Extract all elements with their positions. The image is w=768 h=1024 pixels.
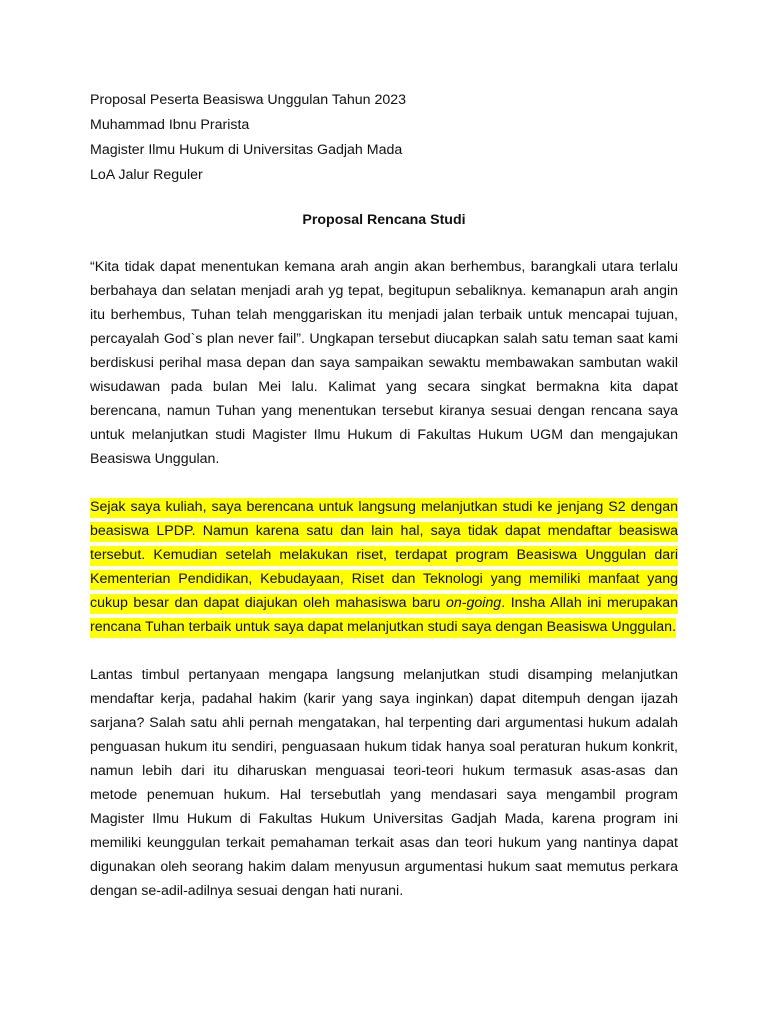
paragraph-2-highlighted: [90, 495, 678, 639]
document-title: Proposal Rencana Studi: [302, 212, 466, 228]
italic-term: on-going: [445, 595, 502, 611]
header-line-2: Muhammad Ibnu Prarista: [90, 117, 250, 133]
highlight-text-italic: [446, 594, 501, 614]
highlight-text-start: Sejak saya kuliah, saya berencana untuk langsung melanjutkan studi ke jenjang S2 dengan beasiswa LPDP. Namun karena satu dan lain hal, saya tidak dapat mendaftar beasiswa tersebut. Kemudian setelah melakukan riset, terdapat program Beasiswa Unggulan dari Kementerian Pendidikan, Kebudayaan, Riset dan Teknologi yang memiliki manfaat yang cukup besar dan dapat diajukan oleh mahasiswa baru: [90, 498, 678, 614]
paragraph-3: Lantas timbul pertanyaan mengapa langsung melanjutkan studi disamping melanjutkan mendaftar kerja, padahal hakim (karir yang saya inginkan) dapat ditempuh dengan ijazah sarjana? Salah satu ahli pernah mengatakan, hal terpenting dari argumentasi hukum adalah penguasan hukum itu sendiri, penguasaan hukum tidak hanya soal peraturan hukum konkrit, namun lebih dari itu diharuskan menguasai teori-teori hukum termasuk asas-asas dan metode penemuan hukum. Hal tersebutlah yang mendasari saya mengambil program Magister Ilmu Hukum di Fakultas Hukum Universitas Gadjah Mada, karena program ini memiliki keunggulan terkait pemahaman terkait asas dan teori hukum yang nantinya dapat digunakan oleh seorang hakim dalam menyusun argumentasi hukum saat memutus perkara dengan se-adil-adilnya sesuai dengan hati nurani.: [90, 667, 678, 899]
header-line-4: LoA Jalur Reguler: [90, 167, 203, 183]
header-line-3: Magister Ilmu Hukum di Universitas Gadjah Mada: [90, 142, 403, 158]
highlight-text-end: . Insha Allah ini merupakan rencana Tuhan terbaik untuk saya dapat melanjutkan studi saya dengan Beasiswa Unggulan.: [90, 594, 678, 638]
paragraph-1: “Kita tidak dapat menentukan kemana arah angin akan berhembus, barangkali utara terlalu berbahaya dan selatan menjadi arah yg tepat, begitupun sebaliknya. kemanapun arah angin itu berhembus, Tuhan telah menggariskan itu menjadi jalan terbaik untuk mencapai tujuan, percayalah God`s plan never fail”. Ungkapan tersebut diucapkan salah satu teman saat kami berdiskusi perihal masa depan dan saya sampaikan sewaktu membawakan sambutan wakil wisudawan pada bulan Mei lalu. Kalimat yang secara singkat bermakna kita dapat berencana, namun Tuhan yang menentukan tersebut kiranya sesuai dengan rencana saya untuk melanjutkan studi Magister Ilmu Hukum di Fakultas Hukum UGM dan mengajukan Beasiswa Unggulan.: [90, 259, 678, 467]
header-line-1: Proposal Peserta Beasiswa Unggulan Tahun 2023: [90, 92, 407, 108]
document-body: [90, 88, 678, 903]
